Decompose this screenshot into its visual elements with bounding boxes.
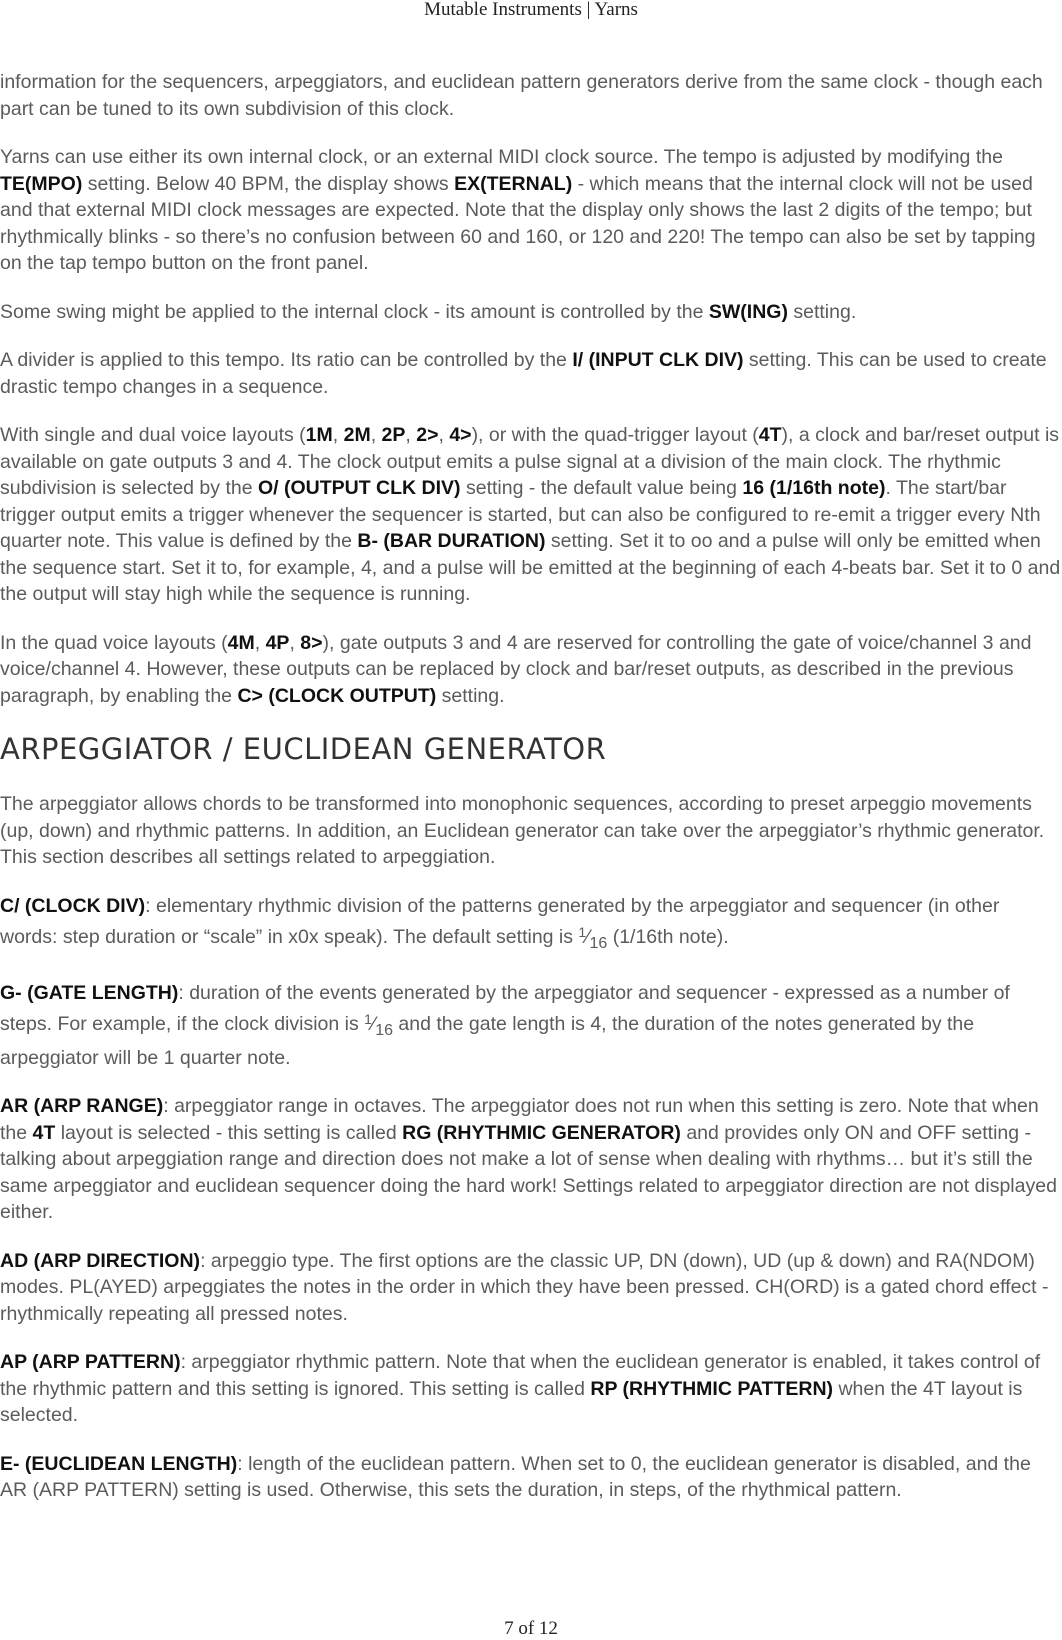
fraction-numerator: 1 (364, 1011, 372, 1027)
text: ), or with the quad-trigger layout ( (471, 424, 759, 446)
paragraph-layouts (0, 422, 1062, 608)
setting-tempo: TE(MPO) (0, 172, 83, 195)
text: In the quad voice layouts ( (0, 631, 228, 654)
text: setting. (787, 300, 857, 323)
text: ), gate outputs 3 and 4 are reserved for controlling the gate of voice/channel 3 and voice/channel 4. However, these outputs can be replaced by clock and bar/reset outputs, as described in the previous paragraph, by enabling the (0, 631, 1032, 707)
text: and provides only ON and OFF setting - talking about arpeggiation range and direction does not make a lot of sense when dealing with rhythms… but it’s still the same arpeggiator and euclidean sequencer doing the hard work! Settings related to arpeggiator direction are not displayed either. (0, 1121, 1057, 1223)
text: (1/16th note). (607, 926, 729, 948)
fraction (578, 924, 608, 952)
separator: , (405, 424, 417, 446)
text: - which means that the internal clock will not be used and that external MIDI clock messages are expected. Note that the display only shows the last 2 digits of the tempo; but rhythmically blinks - so there’s no confusion between 60 and 160, or 120 and 220! The tempo can also be set by tapping on the tap tempo button on the front panel. (0, 172, 1036, 274)
fraction-slash: ⁄ (586, 926, 590, 948)
setting-arp-direction: AD (ARP DIRECTION) (0, 1249, 201, 1272)
section-heading: ARPEGGIATOR / EUCLIDEAN GENERATOR (0, 732, 607, 766)
text: setting - the default value being (460, 477, 743, 499)
layout-4t: 4T (32, 1121, 56, 1144)
paragraph-arpeggiator-intro (0, 791, 1062, 871)
paragraph-clock-div (0, 893, 1062, 958)
setting-arp-pattern: AP (ARP PATTERN) (0, 1351, 181, 1373)
text: A divider is applied to this tempo. Its ratio can be controlled by the (0, 349, 573, 371)
layout-4-arp: 4> (449, 424, 472, 446)
layout-2m: 2M (343, 424, 371, 446)
text: Some swing might be applied to the internal clock - its amount is controlled by the (0, 300, 709, 323)
paragraph-clock-info (0, 69, 1062, 122)
fraction (364, 1011, 393, 1039)
paragraph-quad-voice (0, 630, 1062, 710)
text: : arpeggiator rhythmic pattern. Note that when the euclidean generator is enabled, it takes control of the rhythmic pattern and this setting is ignored. This setting is called (0, 1351, 1041, 1400)
text: layout is selected - this setting is called (55, 1121, 403, 1144)
paragraph-tempo (0, 144, 1062, 277)
text: : arpeggio type. The first options are the classic UP, DN (down), UD (up & down) and RA(NDOM) modes. PL(AYED) arpeggiates the notes in the order in which they have been pressed. CH(ORD) is a gated chord effect - rhythmically repeating all pressed notes. (0, 1249, 1049, 1325)
setting-rhythmic-pattern: RP (RHYTHMIC PATTERN) (590, 1377, 834, 1400)
text: . The start/bar trigger output emits a trigger whenever the sequencer is started, but can also be configured to re-emit a trigger every Nth quarter note. This value is defined by the (0, 477, 1041, 552)
document-body (0, 69, 1062, 1526)
paragraph-gate-length (0, 980, 1062, 1072)
paragraph-arp-pattern (0, 1349, 1062, 1429)
setting-input-clk-div: I/ (INPUT CLK DIV) (572, 349, 744, 371)
separator: , (254, 631, 266, 654)
default-value: 16 (1/16th note) (742, 477, 886, 499)
text: : elementary rhythmic division of the patterns generated by the arpeggiator and sequencer (in other words: step duration or “scale” in x0x speak). The default setting is (0, 894, 1000, 948)
separator: , (438, 424, 450, 446)
text: setting. This can be used to create drastic tempo changes in a sequence. (0, 349, 1047, 398)
setting-bar-duration: B- (BAR DURATION) (357, 530, 546, 552)
fraction-slash: ⁄ (371, 1013, 376, 1035)
text: : arpeggiator range in octaves. The arpeggiator does not run when this setting is zero. Note that when the (0, 1095, 1039, 1144)
running-header: Mutable Instruments | Yarns (424, 0, 638, 20)
layout-4t: 4T (758, 424, 782, 446)
paragraph-arp-direction (0, 1248, 1062, 1328)
text: : duration of the events generated by the arpeggiator and sequencer - expressed as a number of steps. For example, if the clock division is (0, 981, 1010, 1035)
text: ), a clock and bar/reset output is available on gate outputs 3 and 4. The clock output emits a pulse signal at a division of the main clock. The rhythmic subdivision is selected by the (0, 424, 1060, 499)
layout-8-arp: 8> (300, 631, 323, 654)
layout-2-arp: 2> (416, 424, 439, 446)
page-number: 7 of 12 (504, 1618, 558, 1639)
separator: , (289, 631, 301, 654)
paragraph-arp-range (0, 1093, 1062, 1226)
text: : length of the euclidean pattern. When set to 0, the euclidean generator is disabled, and the AR (ARP PATTERN) setting is used. Otherwise, this sets the duration, in steps, of the rhythmical pattern. (0, 1452, 1031, 1501)
text: setting. Below 40 BPM, the display shows (82, 172, 455, 195)
layout-2p: 2P (381, 424, 406, 446)
text: when the 4T layout is selected. (0, 1377, 1023, 1426)
text: setting. (436, 684, 505, 707)
text: The arpeggiator allows chords to be transformed into monophonic sequences, according to preset arpeggio movements (up, down) and rhythmic patterns. In addition, an Euclidean generator can take over the arpeggiator’s rhythmic generator. This section describes all settings related to arpeggiation. (0, 793, 1045, 868)
text: information for the sequencers, arpeggiators, and euclidean pattern generators derive from the same clock - though each part can be tuned to its own subdivision of this clock. (0, 71, 1043, 120)
fraction-denominator: 16 (589, 935, 608, 952)
layout-4p: 4P (265, 631, 290, 654)
setting-arp-range: AR (ARP RANGE) (0, 1095, 164, 1117)
setting-gate-length: G- (GATE LENGTH) (0, 981, 179, 1004)
paragraph-divider (0, 347, 1062, 400)
setting-rhythmic-generator: RG (RHYTHMIC GENERATOR) (402, 1121, 681, 1144)
separator: , (370, 424, 382, 446)
paragraph-swing (0, 299, 1062, 326)
setting-clock-output: C> (CLOCK OUTPUT) (237, 684, 437, 707)
setting-output-clk-div: O/ (OUTPUT CLK DIV) (257, 477, 461, 499)
text: With single and dual voice layouts ( (0, 424, 306, 446)
setting-euclidean-length: E- (EUCLIDEAN LENGTH) (0, 1452, 238, 1475)
setting-swing: SW(ING) (708, 300, 788, 323)
text: and the gate length is 4, the duration of the notes generated by the arpeggiator will be 1 quarter note. (0, 1013, 975, 1069)
text: setting. Set it to oo and a pulse will only be emitted when the sequence start. Set it to, for example, 4, and a pulse will be emitted at the beginning of each 4-beats bar. Set it to 0 and the output will stay high while the sequence is running. (0, 530, 1061, 605)
paragraph-euclidean-length (0, 1451, 1062, 1504)
separator: , (332, 424, 344, 446)
text: Yarns can use either its own internal clock, or an external MIDI clock source. The tempo is adjusted by modifying the (0, 146, 1003, 168)
setting-external: EX(TERNAL) (454, 172, 573, 195)
setting-clock-div: C/ (CLOCK DIV) (0, 894, 146, 917)
layout-1m: 1M (305, 424, 333, 446)
layout-4m: 4M (227, 631, 255, 654)
fraction-denominator: 16 (375, 1022, 393, 1039)
fraction-numerator: 1 (578, 924, 587, 940)
